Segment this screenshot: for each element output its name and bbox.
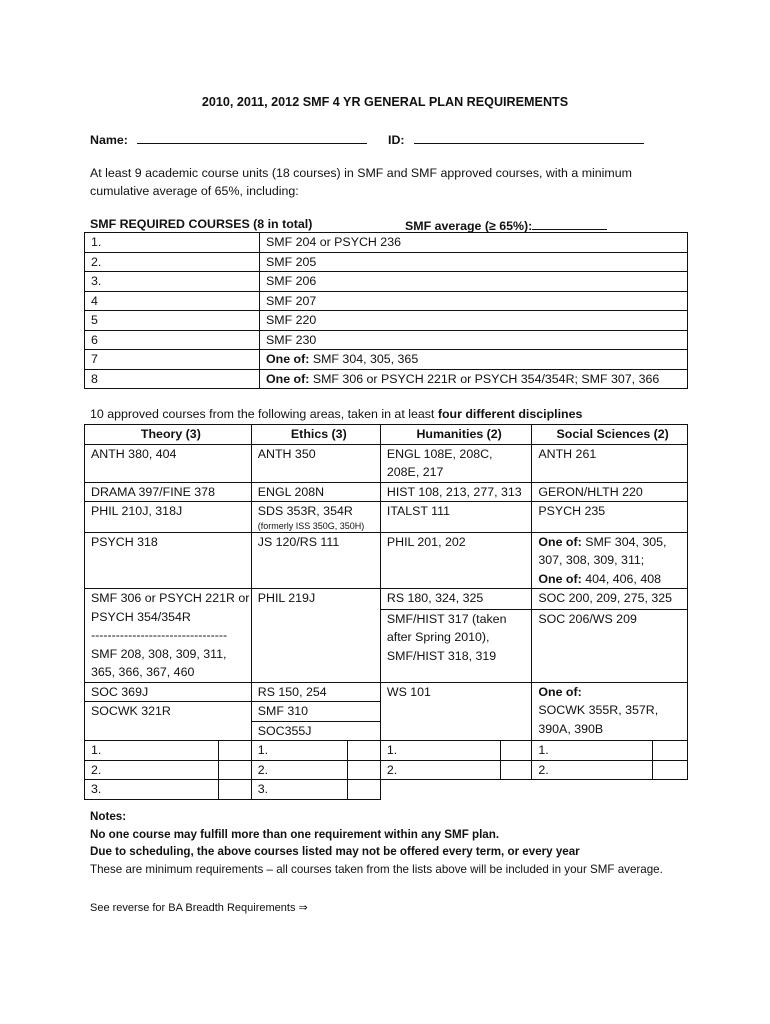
id-field-row (388, 131, 644, 147)
required-number: 2. (85, 252, 260, 272)
cell-theory: SOCWK 321R (85, 702, 252, 741)
blank-ethics-check[interactable] (348, 741, 381, 761)
empty-space (380, 780, 687, 800)
cell-social-sciences (532, 532, 688, 589)
blank-ethics[interactable]: 3. (251, 780, 348, 800)
cell-theory (85, 589, 252, 683)
notes-section (90, 808, 663, 878)
blank-social-check[interactable] (653, 760, 688, 780)
cell-humanities: ENGL 108E, 208C, 208E, 217 (380, 444, 532, 482)
note-3: These are minimum requirements – all courses taken from the lists above will be included in your SMF average. (90, 862, 663, 876)
required-course (260, 272, 688, 292)
header-social-sciences: Social Sciences (2) (532, 425, 688, 445)
header-theory: Theory (3) (85, 425, 252, 445)
one-of-label: One of: (266, 352, 310, 366)
course-name: SMF 304, 305, 365 (312, 352, 419, 366)
required-row (85, 369, 688, 389)
blank-humanities[interactable]: 2. (380, 760, 500, 780)
blank-social[interactable]: 2. (532, 760, 653, 780)
cell-humanities: HIST 108, 213, 277, 313 (380, 482, 532, 502)
cell-ethics: RS 150, 254 (251, 682, 380, 702)
ss-courses-a: SMF 304, 305, 307, 308, 309, 311; (538, 534, 667, 567)
required-row (85, 330, 688, 350)
ss-courses-b: 404, 406, 408 (585, 571, 661, 586)
average-label: SMF average (≥ 65%): (405, 219, 533, 233)
table-row (85, 682, 688, 702)
required-row (85, 233, 688, 253)
course-name: SMF 204 or PSYCH 236 (266, 235, 401, 249)
cell-ethics: SMF 310 (251, 702, 380, 722)
cell-humanities: RS 180, 324, 325 (380, 589, 532, 610)
theory-courses-b: SMF 208, 308, 309, 311, 365, 366, 367, 460 (91, 646, 227, 679)
footer-reverse-note: See reverse for BA Breadth Requirements ⇒ (90, 902, 308, 914)
blank-ethics[interactable]: 1. (251, 741, 348, 761)
theory-courses-a: SMF 306 or PSYCH 221R or PSYCH 354/354R (91, 591, 250, 624)
approved-courses-table (84, 424, 688, 800)
cell-social-sciences: ANTH 261 (532, 444, 688, 482)
one-of-label: One of: (538, 534, 582, 549)
required-row (85, 291, 688, 311)
note-2: Due to scheduling, the above courses listed may not be offered every term, or every year (90, 845, 580, 858)
required-course (260, 252, 688, 272)
cell-theory: PSYCH 318 (85, 532, 252, 589)
name-field-row (90, 131, 367, 147)
cell-ethics (251, 502, 380, 533)
blank-row-2 (85, 760, 688, 780)
blank-humanities-check[interactable] (500, 760, 532, 780)
blank-ethics-check[interactable] (348, 780, 381, 800)
required-number: 1. (85, 233, 260, 253)
cell-social-sciences (532, 682, 688, 741)
average-blank[interactable] (532, 217, 607, 230)
blank-ethics[interactable]: 2. (251, 760, 348, 780)
blank-theory-check[interactable] (219, 760, 252, 780)
blank-ethics-check[interactable] (348, 760, 381, 780)
cell-social-sciences: SOC 200, 209, 275, 325 (532, 589, 688, 610)
ethics-note: (formerly ISS 350G, 350H) (257, 520, 365, 531)
required-number: 7 (85, 350, 260, 370)
blank-row-1 (85, 741, 688, 761)
cell-social-sciences: PSYCH 235 (532, 502, 688, 533)
id-blank[interactable] (414, 131, 644, 144)
blank-theory-check[interactable] (219, 741, 252, 761)
average-row (405, 217, 607, 233)
page-title: 2010, 2011, 2012 SMF 4 YR GENERAL PLAN REQUIREMENTS (201, 95, 569, 109)
required-course (260, 233, 688, 253)
required-number: 3. (85, 272, 260, 292)
header-humanities: Humanities (2) (380, 425, 532, 445)
blank-humanities-check[interactable] (500, 741, 532, 761)
id-label: ID: (388, 133, 405, 147)
cell-ethics: PHIL 219J (251, 589, 380, 683)
required-course (260, 369, 688, 389)
course-name: SMF 206 (266, 274, 317, 288)
required-heading: SMF REQUIRED COURSES (8 in total) (90, 217, 313, 231)
approved-intro-text: 10 approved courses from the following areas, taken in at least (90, 407, 438, 421)
cell-social-sciences: GERON/HLTH 220 (532, 482, 688, 502)
course-name: SMF 220 (266, 313, 317, 327)
required-course (260, 350, 688, 370)
required-courses-table (84, 232, 688, 389)
blank-row-3 (85, 780, 688, 800)
intro-line-1: At least 9 academic course units (18 courses) in SMF and SMF approved courses, with a minimum (90, 166, 632, 180)
required-number: 5 (85, 311, 260, 331)
required-course (260, 291, 688, 311)
blank-theory-check[interactable] (219, 780, 252, 800)
course-name: SMF 207 (266, 293, 317, 308)
blank-theory[interactable]: 3. (85, 780, 219, 800)
required-row (85, 311, 688, 331)
one-of-label: One of: (538, 571, 582, 586)
header-row (85, 425, 688, 445)
blank-theory[interactable]: 1. (85, 741, 219, 761)
ethics-course: SDS 353R, 354R (257, 504, 353, 518)
table-row (85, 444, 688, 482)
header-ethics: Ethics (3) (251, 425, 380, 445)
note-1: No one course may fulfill more than one requirement within any SMF plan. (90, 827, 500, 841)
separator-dashes: --------------------------------- (91, 628, 228, 642)
one-of-label: One of: (266, 371, 310, 386)
name-blank[interactable] (137, 131, 367, 144)
cell-humanities: ITALST 111 (380, 502, 532, 533)
table-row (85, 532, 688, 589)
cell-theory: DRAMA 397/FINE 378 (85, 482, 252, 502)
cell-humanities: WS 101 (380, 682, 532, 741)
cell-theory: PHIL 210J, 318J (85, 502, 252, 533)
required-number: 6 (85, 330, 260, 350)
approved-intro (90, 407, 582, 421)
cell-theory: SOC 369J (85, 682, 252, 702)
cell-ethics: ANTH 350 (251, 444, 380, 482)
notes-heading: Notes: (90, 810, 127, 823)
approved-intro-bold: four different disciplines (437, 407, 583, 421)
cell-theory: ANTH 380, 404 (85, 444, 252, 482)
ss-courses: SOCWK 355R, 357R, 390A, 390B (538, 703, 659, 736)
cell-ethics: ENGL 208N (251, 482, 380, 502)
table-row (85, 502, 688, 533)
course-name: SMF 205 (266, 254, 317, 269)
intro-line-2: cumulative average of 65%, including: (90, 184, 299, 198)
course-name: SMF 230 (266, 332, 317, 347)
cell-ethics: SOC355J (251, 721, 380, 741)
required-course (260, 330, 688, 350)
course-name: SMF 306 or PSYCH 221R or PSYCH 354/354R; SMF 307, 366 (312, 371, 660, 386)
cell-ethics: JS 120/RS 111 (251, 532, 380, 589)
name-label: Name: (90, 133, 128, 147)
required-row (85, 272, 688, 292)
required-course (260, 311, 688, 331)
required-row (85, 350, 688, 370)
cell-social-sciences: SOC 206/WS 209 (532, 609, 688, 682)
one-of-label: One of: (538, 684, 582, 699)
blank-theory[interactable]: 2. (85, 760, 219, 780)
blank-social[interactable]: 1. (532, 741, 653, 761)
table-row (85, 482, 688, 502)
required-number: 8 (85, 369, 260, 389)
required-row (85, 252, 688, 272)
blank-social-check[interactable] (653, 741, 688, 761)
cell-humanities: SMF/HIST 317 (taken after Spring 2010), SMF/HIST 318, 319 (380, 609, 532, 682)
blank-humanities[interactable]: 1. (380, 741, 500, 761)
required-number: 4 (85, 291, 260, 311)
table-row (85, 589, 688, 610)
cell-humanities: PHIL 201, 202 (380, 532, 532, 589)
